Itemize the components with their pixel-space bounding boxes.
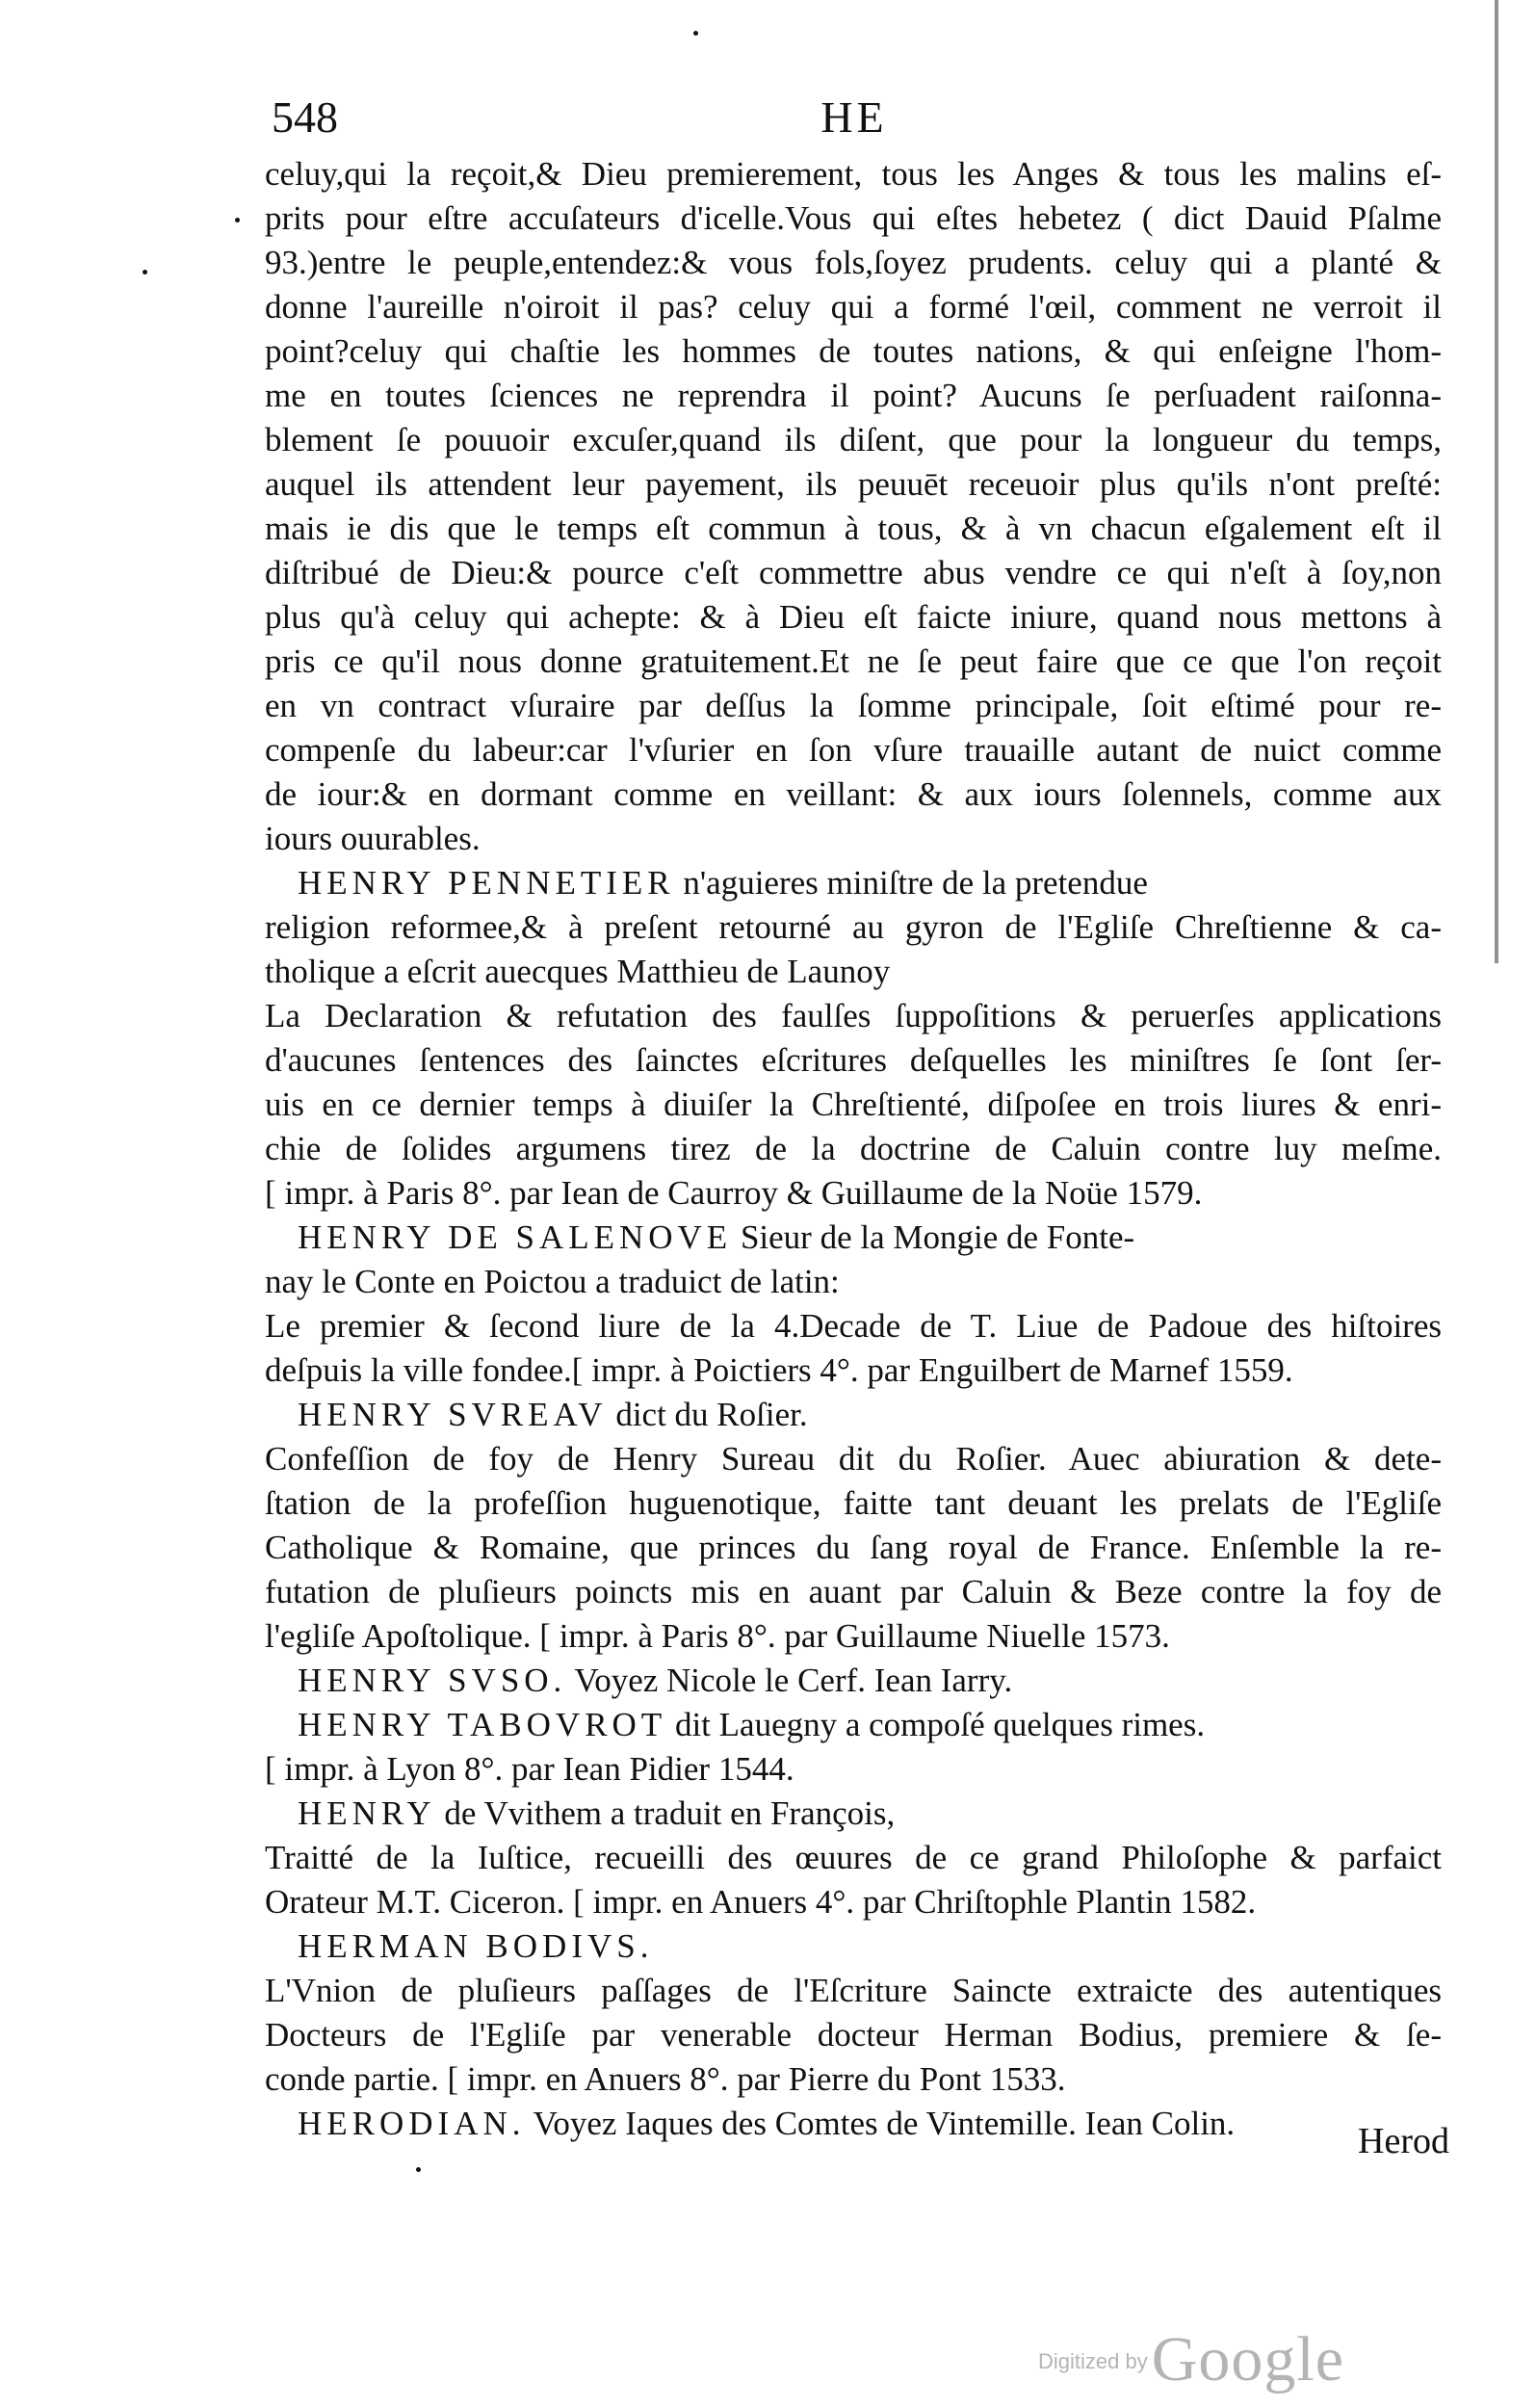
margin-mark bbox=[143, 270, 147, 275]
text-line: 93.)entre le peuple,entendez:& vous fols,ſoyez prudents. celuy qui a planté & bbox=[265, 244, 1442, 281]
entry-heading bbox=[265, 1216, 1442, 1260]
work-title-line: Catholique & Romaine, que princes du ſang royal de France. Enſemble la re- bbox=[265, 1529, 1442, 1566]
entry-name: HENRY TABOVROT bbox=[298, 1706, 667, 1743]
work-title-line: L'Vnion de pluſieurs paſſages de l'Eſcriture Saincte extraicte des autentiques bbox=[265, 1972, 1442, 2009]
text-line: prits pour eſtre accuſateurs d'icelle.Vous qui eſtes hebetez ( dict Dauid Pſalme bbox=[265, 199, 1442, 237]
entry-heading bbox=[265, 1703, 1442, 1747]
running-head: HE bbox=[820, 92, 888, 142]
entry-heading bbox=[265, 1924, 1442, 1969]
body-text bbox=[265, 152, 1442, 2146]
work-title-line: futation de pluſieurs poincts mis en auant par Caluin & Beze contre la foy de bbox=[265, 1573, 1442, 1610]
imprint-line: [ impr. à Paris 8°. par Iean de Caurroy & Guillaume de la Noüe 1579. bbox=[265, 1174, 1203, 1212]
digitization-watermark bbox=[1038, 2323, 1344, 2396]
text-line: religion reformee,& à preſent retourné au gyron de l'Egliſe Chreſtienne & ca- bbox=[265, 908, 1442, 946]
catchword: Herod bbox=[1358, 2121, 1449, 2161]
work-title-line: Docteurs de l'Egliſe par venerable docteur Herman Bodius, premiere & ſe- bbox=[265, 2016, 1442, 2054]
entry-description: de Vvithem a traduit en François, bbox=[435, 1794, 896, 1832]
text-line: iours ouurables. bbox=[265, 820, 481, 857]
text-line: celuy,qui la reçoit,& Dieu premierement, tous les Anges & tous les malins eſ- bbox=[265, 155, 1442, 193]
entry-heading bbox=[265, 1393, 1442, 1437]
margin-mark bbox=[235, 218, 240, 222]
entry-name: HENRY PENNETIER bbox=[298, 864, 675, 902]
text-line: plus qu'à celuy qui achepte: & à Dieu eſt faicte iniure, quand nous mettons à bbox=[265, 598, 1442, 636]
text-line: me en toutes ſciences ne reprendra il point? Aucuns ſe perſuadent raiſonna- bbox=[265, 377, 1442, 414]
entry-name: HERMAN BODIVS. bbox=[298, 1927, 654, 1965]
imprint-line: Orateur M.T. Ciceron. [ impr. en Anuers 4°. par Chriſtophle Plantin 1582. bbox=[265, 1883, 1257, 1921]
work-title-line: Le premier & ſecond liure de la 4.Decade de T. Liue de Padoue des hiſtoires bbox=[265, 1307, 1442, 1345]
work-title-line: ſtation de la profeſſion huguenotique, faitte tant deuant les prelats de l'Egliſe bbox=[265, 1484, 1442, 1522]
work-title-line: Confeſſion de foy de Henry Sureau dit du Roſier. Auec abiuration & dete- bbox=[265, 1440, 1442, 1478]
entry-name: HENRY SVSO. bbox=[298, 1662, 567, 1699]
entry-heading bbox=[265, 1659, 1442, 1703]
margin-mark bbox=[416, 2167, 421, 2172]
imprint-line: [ impr. à Lyon 8°. par Iean Pidier 1544. bbox=[265, 1750, 794, 1788]
entry-heading bbox=[265, 1792, 1442, 1836]
work-title-line: d'aucunes ſentences des ſainctes eſcritures deſquelles les miniſtres ſe ſont ſer- bbox=[265, 1041, 1442, 1079]
entry-description: Voyez Nicole le Cerf. Iean Iarry. bbox=[566, 1662, 1013, 1699]
work-title-line: La Declaration & refutation des faulſes ſuppoſitions & peruerſes applications bbox=[265, 997, 1442, 1034]
text-line: donne l'aureille n'oiroit il pas? celuy qui a formé l'œil, comment ne verroit il bbox=[265, 288, 1442, 326]
text-line: tholique a eſcrit auecques Matthieu de Launoy bbox=[265, 953, 891, 990]
text-line: en vn contract vſuraire par deſſus la ſomme principale, ſoit eſtimé pour re- bbox=[265, 687, 1442, 724]
page-header bbox=[272, 89, 1437, 146]
work-title-line: chie de ſolides argumens tirez de la doctrine de Caluin contre luy meſme. bbox=[265, 1130, 1442, 1167]
work-title-line: uis en ce dernier temps à diuiſer la Chreſtienté, diſpoſee en trois liures & enri- bbox=[265, 1086, 1442, 1123]
text-line: mais ie dis que le temps eſt commun à tous, & à vn chacun eſgalement eſt il bbox=[265, 510, 1442, 547]
page-edge bbox=[1495, 0, 1498, 2408]
entry-description: dit Lauegny a compoſé quelques rimes. bbox=[666, 1706, 1206, 1743]
imprint-line: l'egliſe Apoſtolique. [ impr. à Paris 8°. par Guillaume Niuelle 1573. bbox=[265, 1617, 1170, 1655]
entry-description: Sieur de la Mongie de Fonte- bbox=[732, 1218, 1135, 1256]
text-line: diſtribué de Dieu:& pource c'eſt commettre abus vendre ce qui n'eſt à ſoy,non bbox=[265, 554, 1442, 591]
text-line: nay le Conte en Poictou a traduict de latin: bbox=[265, 1263, 840, 1300]
entry-heading bbox=[265, 2102, 1442, 2146]
work-title-line: Traitté de la Iuſtice, recueilli des œuures de ce grand Philoſophe & parfaict bbox=[265, 1839, 1442, 1876]
watermark-logo: Google bbox=[1151, 2324, 1345, 2395]
entry-heading bbox=[265, 861, 1442, 905]
text-line: compenſe du labeur:car l'vſurier en ſon vſure trauaille autant de nuict comme bbox=[265, 731, 1442, 769]
entry-description: Voyez Iaques des Comtes de Vintemille. Iean Colin. bbox=[525, 2105, 1236, 2142]
imprint-line: conde partie. [ impr. en Anuers 8°. par Pierre du Pont 1533. bbox=[265, 2060, 1066, 2098]
entry-description: dict du Roſier. bbox=[607, 1396, 808, 1433]
entry-name: HENRY SVREAV bbox=[298, 1396, 608, 1433]
entry-description: n'aguieres miniſtre de la pretendue bbox=[674, 864, 1148, 902]
work-title-line: deſpuis la ville fondee.[ impr. à Poictiers 4°. par Enguilbert de Marnef 1559. bbox=[265, 1351, 1293, 1389]
page-number: 548 bbox=[272, 92, 338, 142]
margin-mark bbox=[693, 31, 698, 36]
text-line: auquel ils attendent leur payement, ils peuuēt receuoir plus qu'ils n'ont preſté: bbox=[265, 465, 1442, 503]
entry-name: HENRY DE SALENOVE bbox=[298, 1218, 733, 1256]
text-line: point?celuy qui chaſtie les hommes de toutes nations, & qui enſeigne l'hom- bbox=[265, 332, 1442, 370]
text-line: pris ce qu'il nous donne gratuitement.Et ne ſe peut faire que ce que l'on reçoit bbox=[265, 642, 1442, 680]
text-line: de iour:& en dormant comme en veillant: & aux iours ſolennels, comme aux bbox=[265, 775, 1442, 813]
text-line: blement ſe pouuoir excuſer,quand ils diſent, que pour la longueur du temps, bbox=[265, 421, 1442, 458]
entry-name: HENRY bbox=[298, 1794, 436, 1832]
entry-name: HERODIAN. bbox=[298, 2105, 526, 2142]
watermark-prefix: Digitized by bbox=[1038, 2349, 1148, 2373]
